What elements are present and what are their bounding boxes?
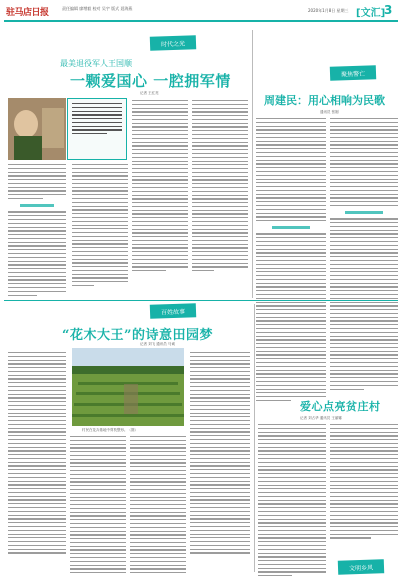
story2-badge: 聚焦警亡: [330, 65, 376, 81]
section-name: [文汇]: [356, 8, 386, 19]
story3-column-1: [8, 352, 66, 554]
issue-date: 2020年1月8日 星期三: [308, 8, 349, 13]
story4-column-2: [330, 424, 398, 539]
story3-headline: “花木大王”的诗意田园梦: [62, 328, 213, 343]
section-divider: [4, 300, 398, 301]
story3-badge: 百姓故事: [150, 303, 196, 319]
story1-kicker: 最美退役军人王国顺: [60, 59, 132, 68]
story3-column-4: [190, 352, 250, 554]
column-divider: [252, 30, 253, 298]
story3-column-2: [70, 436, 126, 573]
story4-column-1: [258, 424, 326, 576]
story1-column-3: [132, 100, 188, 271]
story4-badge: 文明乡风: [338, 559, 384, 575]
story2-column-2: [330, 118, 398, 390]
story2-column-1: [256, 118, 326, 401]
story1-quote-box: [67, 98, 127, 160]
story4-headline: 爱心点亮贫庄村: [300, 400, 381, 413]
story3-photo-caption: 村民在花卉基地中剪枝整形。（图）: [82, 428, 138, 432]
story1-column-1: [8, 164, 66, 296]
story1-column-2: [72, 164, 128, 286]
page-number: 3: [384, 3, 393, 17]
story4-byline: 记者 刘占华 通讯员 王丽娜: [300, 416, 342, 420]
story2-headline: 周建民：用心相响为民歌: [264, 94, 385, 107]
column-divider-bottom: [254, 304, 255, 572]
story1-badge: 时代之光: [150, 35, 196, 51]
masthead-rule: [4, 20, 398, 22]
editor-credits: 责任编辑 廖增毅 校对 吴宇 版式 聂海燕: [62, 6, 133, 11]
story1-portrait-photo: [8, 98, 66, 160]
story3-column-3: [130, 436, 186, 573]
story1-column-4: [192, 100, 248, 271]
newspaper-logo: 驻马店日报: [6, 8, 49, 18]
story1-byline: 记者 王红亮: [140, 91, 159, 95]
story3-byline: 记者 刘飞 通讯员 马诚: [140, 342, 175, 346]
story3-flower-field-photo: [72, 348, 184, 426]
story1-headline: 一颗爱国心 一腔拥军情: [70, 72, 231, 90]
story2-byline: 通讯员 张刚: [320, 110, 339, 114]
